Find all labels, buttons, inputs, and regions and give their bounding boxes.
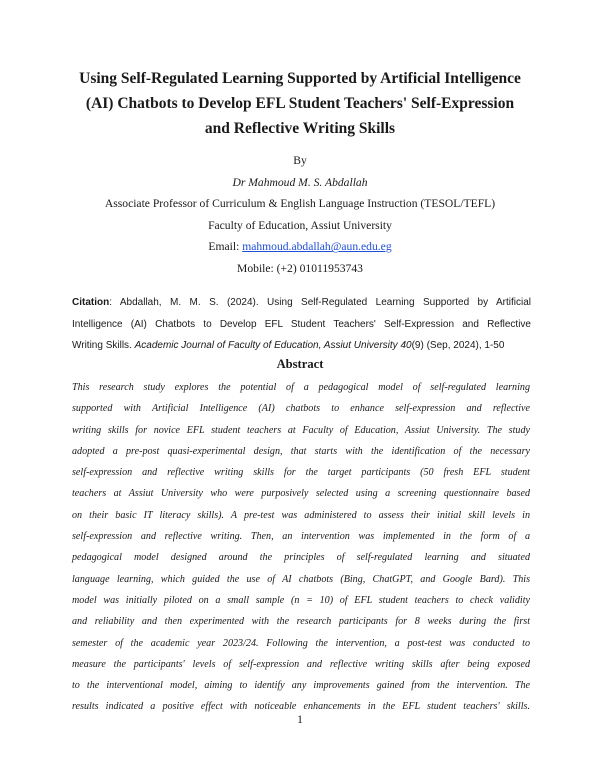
abstract-line: measure the participants' levels of self-expression and reflective writing skills after being exposed: [72, 658, 530, 670]
citation-block: [72, 292, 531, 357]
abstract-line: self-expression and reflective writing skills for the target participants (50 fresh EFL student: [72, 467, 530, 479]
citation-journal: Academic Journal of Faculty of Education, Assiut University: [134, 340, 398, 352]
citation-label: Citation: [72, 297, 110, 308]
citation-date-pages: (Sep, 2024), 1-50: [423, 340, 505, 352]
abstract-line: writing skills for novice EFL student teachers at Faculty of Education, Assiut University. The study: [72, 424, 530, 436]
title-line: (AI) Chatbots to Develop EFL Student Teachers' Self-Expression: [85, 95, 515, 112]
citation-line: [72, 292, 531, 314]
author-mobile: Mobile: (+2) 01011953743: [237, 261, 363, 275]
abstract-line: supported with Artificial Intelligence (AI) chatbots to enhance self-expression and reflective: [72, 403, 530, 415]
paper-title: [60, 66, 540, 141]
abstract-line: teachers at Assiut University who were purposively selected using a screening questionnaire based: [72, 488, 530, 500]
abstract-line: language learning, which guided the use of AI chatbots (Bing, ChatGPT, and Google Bard). This: [72, 573, 530, 585]
title-line: Using Self-Regulated Learning Supported by Artificial Intelligence: [79, 70, 521, 87]
abstract-line: model was initially piloted on a small sample (n = 10) of EFL student teachers to check validity: [72, 594, 530, 606]
abstract-line: results indicated a positive effect with noticeable enhancements in the EFL student teachers' skills.: [72, 701, 530, 713]
abstract-line: self-expression and reflective writing. Then, an intervention was implemented in the form of a: [72, 531, 530, 543]
citation-line: Intelligence (AI) Chatbots to Develop EFL Student Teachers' Self-Expression and Reflective: [72, 318, 531, 330]
abstract-line: and reliability and then experimented with the research participants for 8 weeks during the first: [72, 616, 530, 628]
abstract-line: This research study explores the potential of a pedagogical model of self-regulated learning: [72, 382, 530, 393]
author-affiliation: Faculty of Education, Assiut University: [208, 218, 392, 232]
abstract-line: pedagogical model designed around the principles of self-regulated learning and situated: [72, 552, 530, 564]
author-name: Dr Mahmoud M. S. Abdallah: [232, 175, 368, 189]
title-line: and Reflective Writing Skills: [204, 120, 396, 137]
abstract-line: semester of the academic year 2023/24. Following the intervention, a post-test was conducted to: [72, 637, 530, 649]
citation-text: Writing Skills.: [72, 340, 135, 352]
citation-line: [72, 335, 531, 357]
abstract-body: [72, 377, 530, 718]
email-link[interactable]: mahmoud.abdallah@aun.edu.eg: [242, 240, 392, 254]
by-label: By: [293, 154, 307, 167]
abstract-line: adopted a pre-post quasi-experimental design, that starts with the identification of the necessary: [72, 445, 530, 457]
author-block: [40, 150, 560, 280]
author-email-line: [40, 236, 560, 258]
citation-volume: 40: [397, 340, 412, 352]
citation-text: : Abdallah, M. M. S. (2024). Using Self-Regulated Learning Supported by Artificial: [109, 297, 531, 308]
citation-issue: (9): [411, 340, 424, 352]
email-label: Email:: [208, 240, 243, 254]
abstract-heading: Abstract: [276, 357, 324, 371]
abstract-line: to the interventional model, aiming to identify any improvements gained from the intervention. The: [72, 680, 530, 692]
abstract-line: on their basic IT literacy skills). A pre-test was administered to assess their initial skill levels in: [72, 509, 530, 521]
page-number: 1: [297, 712, 303, 726]
author-position: Associate Professor of Curriculum & English Language Instruction (TESOL/TEFL): [104, 197, 496, 211]
